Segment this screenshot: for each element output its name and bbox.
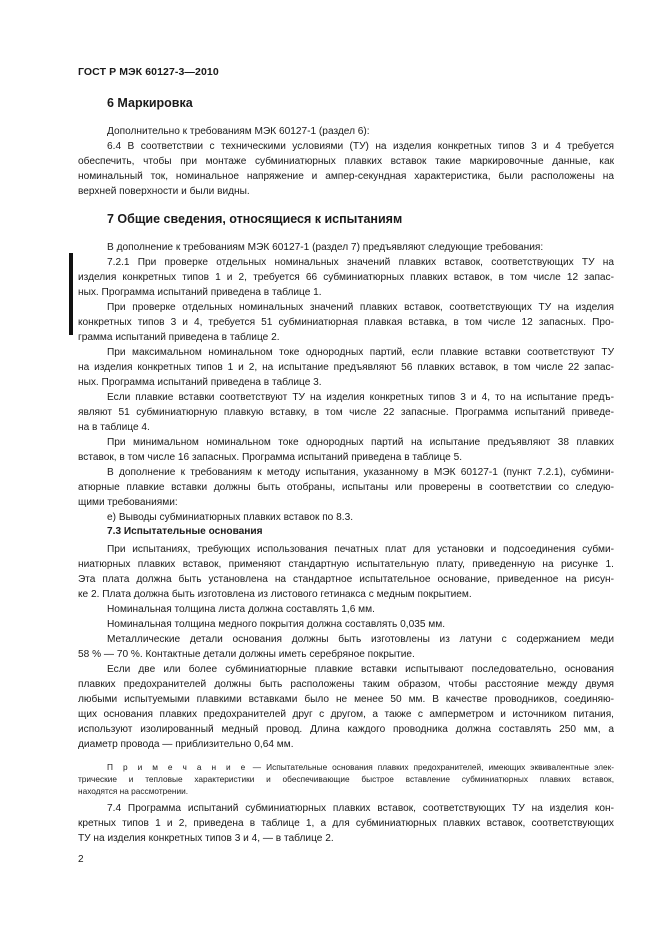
section-7-line: е) Выводы субминиатюрных плавких вставок по 8.3. <box>107 512 354 523</box>
subsection-7-3-line: Номинальная толщина медного покрытия должна составлять 0,035 мм. <box>107 619 446 630</box>
subsection-7-4-line: ТУ на изделия конкретных типов 3 и 4, — в таблице 2. <box>78 833 334 844</box>
section-7-title: 7 Общие сведения, относящиеся к испытаниям <box>107 212 403 226</box>
subsection-7-4-line: 7.4 Программа испытаний субминиатюрных плавких вставок, соответствующих ТУ на изделия кон- <box>107 803 614 814</box>
section-7-line: вставок, в том числе 16 запасных. Программа испытаний приведена в таблице 5. <box>78 452 463 463</box>
subsection-7-3-line: щих основания плавких предохранителей друг с другом, а также с амперметром и источником питания, <box>78 709 614 720</box>
note-text: — Испытательные основания плавких предохранителей, имеющих эквивалентные элек- <box>247 762 615 772</box>
change-bar <box>69 253 73 335</box>
subsection-7-3-line: диаметр провода — приблизительно 0,64 мм. <box>78 739 294 750</box>
subsection-7-3-line: используют изолированный медный провод. Длина каждого проводника должна составлять 250 мм, а <box>78 724 614 735</box>
section-7-line: 7.2.1 При проверке отдельных номинальных значений плавких вставок, соответствующих ТУ на <box>107 257 614 268</box>
section-7-line: При минимальном номинальном токе однородных партий на испытание предъявляют 38 плавких <box>107 437 614 448</box>
section-7-line: на изделия конкретных типов 1 и 2, на испытание предъявляют 56 плавких вставок, в том числе 22 запас- <box>78 362 614 373</box>
subsection-7-3-line: Если две или более субминиатюрные плавкие вставки испытывают последовательно, основания <box>107 664 614 675</box>
section-6-line: верхней поверхности и были видны. <box>78 186 250 197</box>
section-7-line: В дополнение к требованиям МЭК 60127-1 (раздел 7) предъявляют следующие требования: <box>107 242 544 253</box>
note-first-line <box>107 761 614 773</box>
note-line: находятся на рассмотрении. <box>78 786 189 796</box>
standard-header: ГОСТ Р МЭК 60127-3—2010 <box>78 66 219 78</box>
subsection-7-3-line: ниатюрных плавких вставок, применяют стандартную испытательную плату, приведенную на рисунке 1. <box>78 559 614 570</box>
section-7-line: При максимальном номинальном токе однородных партий, если плавкие вставки соответствуют ТУ <box>107 347 614 358</box>
subsection-7-3-line: плавких предохранителей должны быть расположены таким образом, чтобы расстояние между двумя <box>78 679 614 690</box>
section-6-title: 6 Маркировка <box>107 96 193 110</box>
subsection-7-3-line: 58 % — 70 %. Контактные детали должны иметь серебряное покрытие. <box>78 649 415 660</box>
section-7-line: При проверке отдельных номинальных значений плавких вставок, соответствующих ТУ на изделия <box>107 302 614 313</box>
subsection-7-3-title: 7.3 Испытательные основания <box>107 526 263 537</box>
section-7-line: конкретных типов 3 и 4, требуется 51 субминиатюрная плавкая вставка, в том числе 12 запасных. Про- <box>78 317 614 328</box>
subsection-7-3-line: При испытаниях, требующих использования печатных плат для установки и подсоединения субми- <box>107 544 614 555</box>
section-7-line: Если плавкие вставки соответствуют ТУ на изделия конкретных типов 3 и 4, то на испытание предъ- <box>107 392 614 403</box>
section-6-line: обеспечить, чтобы при монтаже субминиатюрных плавких вставок такие маркировочные данные, как <box>78 156 614 167</box>
subsection-7-3-line: ке 2. Плата должна быть изготовлена из листового гетинакса с медным покрытием. <box>78 589 472 600</box>
subsection-7-3-line: Металлические детали основания должны быть изготовлены из латуни с содержанием меди <box>107 634 614 645</box>
section-6-line: 6.4 В соответствии с техническими условиями (ТУ) на изделия конкретных типов 3 и 4 требуется <box>107 141 614 152</box>
note-line: трические и тепловые характеристики и обеспечивающие быстрое вставление субминиатюрных плавких вставок, <box>78 774 614 784</box>
section-7-line: грамма испытаний приведена в таблице 2. <box>78 332 280 343</box>
section-7-line: ных. Программа испытаний приведена в таблице 3. <box>78 377 322 388</box>
section-7-line: на в таблице 4. <box>78 422 150 433</box>
subsection-7-3-line: Эта плата должна быть установлена на стандартное испытательное основание, приведенное на рисун- <box>78 574 614 585</box>
subsection-7-3-line: Номинальная толщина листа должна составлять 1,6 мм. <box>107 604 375 615</box>
section-6-line: Дополнительно к требованиям МЭК 60127-1 (раздел 6): <box>107 126 370 137</box>
subsection-7-4-line: кретных типов 1 и 2, приведена в таблице 1, а для субминиатюрных плавких вставок, соответствующих <box>78 818 614 829</box>
subsection-7-3-line: любыми испытуемыми плавкими вставками было не менее 50 мм. В качестве проводников, соединяю- <box>78 694 614 705</box>
section-6-line: номинальный ток, номинальное напряжение и ампер-секундная характеристика, были расположены на <box>78 171 614 182</box>
page-number: 2 <box>78 854 84 865</box>
section-7-line: ных. Программа испытаний приведена в таблице 1. <box>78 287 322 298</box>
note-label: П р и м е ч а н и е <box>107 762 248 772</box>
section-7-line: атюрные плавкие вставки должны быть отобраны, испытаны или проверены в соответствии со следую- <box>78 482 614 493</box>
section-7-line: являют 51 субминиатюрную плавкую вставку, в том числе 22 запасные. Программа испытаний приведе- <box>78 407 614 418</box>
section-7-line: изделия конкретных типов 1 и 2, требуется 66 субминиатюрных плавких вставок, в том числе 12 запас- <box>78 272 614 283</box>
section-7-line: щими требованиями: <box>78 497 178 508</box>
section-7-line: В дополнение к требованиям к методу испытания, указанному в МЭК 60127-1 (пункт 7.2.1), субмини- <box>107 467 614 478</box>
